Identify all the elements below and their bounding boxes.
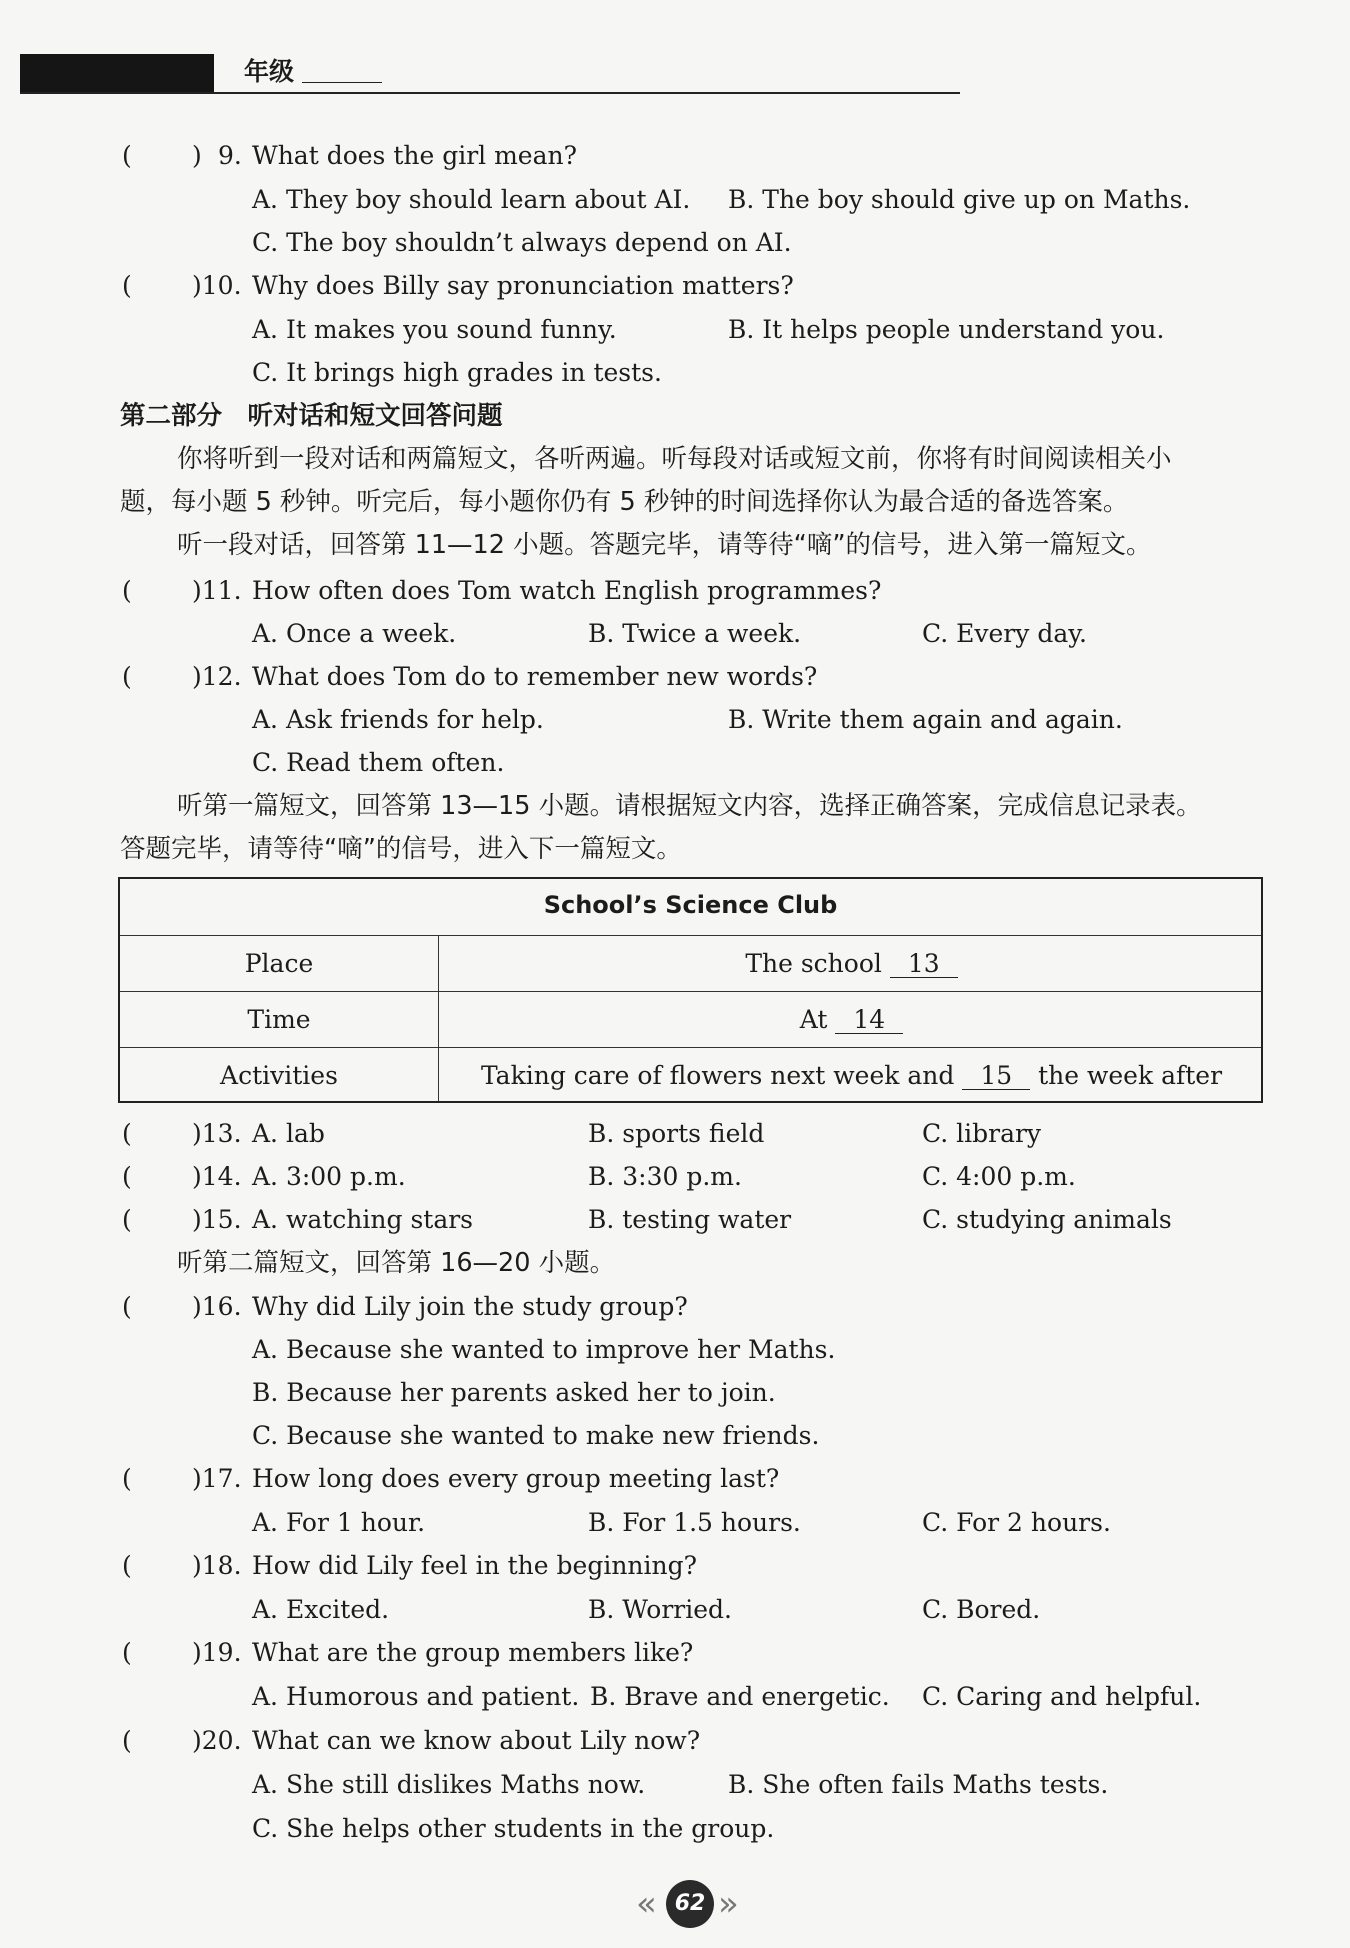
option: B. 3:30 p.m. bbox=[588, 1162, 742, 1191]
answer-paren: ( bbox=[122, 662, 132, 691]
option: C. Read them often. bbox=[252, 748, 505, 777]
answer-paren: ( bbox=[122, 1162, 132, 1191]
answer-paren: ( bbox=[122, 1726, 132, 1755]
answer-blank: 13 bbox=[890, 951, 958, 978]
option: B. It helps people understand you. bbox=[728, 315, 1165, 344]
question-text: Why did Lily join the study group? bbox=[252, 1292, 688, 1321]
instruction-text: 听第一篇短文，回答第 13—15 小题。请根据短文内容，选择正确答案，完成信息记录表。 bbox=[177, 791, 1202, 821]
option: B. She often fails Maths tests. bbox=[728, 1770, 1109, 1799]
option: A. Once a week. bbox=[252, 619, 457, 648]
table-divider bbox=[120, 935, 1261, 936]
option: A. For 1 hour. bbox=[252, 1508, 426, 1537]
table-row-label: Place bbox=[244, 949, 314, 978]
option: C. Caring and helpful. bbox=[922, 1682, 1202, 1711]
question-number: )15. bbox=[192, 1205, 242, 1234]
answer-paren: ( bbox=[122, 1551, 132, 1580]
question-number: 9. bbox=[218, 141, 242, 170]
option: B. Write them again and again. bbox=[728, 705, 1123, 734]
option: B. sports field bbox=[588, 1119, 765, 1148]
table-column-divider bbox=[438, 935, 439, 1101]
question-number: )18. bbox=[192, 1551, 242, 1580]
question-text: What does Tom do to remember new words? bbox=[252, 662, 818, 691]
option: A. Excited. bbox=[252, 1595, 390, 1624]
option: A. watching stars bbox=[252, 1205, 474, 1234]
table-row-value bbox=[440, 1005, 1263, 1034]
question-text: What does the girl mean? bbox=[252, 141, 578, 170]
answer-paren: ( bbox=[122, 141, 132, 170]
answer-blank: 15 bbox=[962, 1063, 1030, 1090]
answer-paren: ( bbox=[122, 1292, 132, 1321]
question-number: )14. bbox=[192, 1162, 242, 1191]
instruction-text: 答题完毕，请等待“嘀”的信号，进入下一篇短文。 bbox=[120, 834, 682, 864]
instruction-text: 听第二篇短文，回答第 16—20 小题。 bbox=[177, 1248, 616, 1278]
table-row-label: Activities bbox=[220, 1061, 338, 1090]
option: A. Because she wanted to improve her Maths. bbox=[252, 1335, 836, 1364]
question-number: )10. bbox=[192, 271, 242, 300]
header-black-bar bbox=[20, 54, 214, 92]
option: B. The boy should give up on Maths. bbox=[728, 185, 1191, 214]
question-text: How did Lily feel in the beginning? bbox=[252, 1551, 698, 1580]
answer-paren: ( bbox=[122, 576, 132, 605]
answer-paren: ( bbox=[122, 271, 132, 300]
table-row-value bbox=[440, 1061, 1263, 1090]
option: C. Because she wanted to make new friends. bbox=[252, 1421, 820, 1450]
answer-paren: ( bbox=[122, 1205, 132, 1234]
table-divider bbox=[120, 991, 1261, 992]
table-cell-text: At bbox=[799, 1005, 828, 1034]
answer-paren: ) bbox=[192, 141, 202, 170]
right-chevron-icon: » bbox=[718, 1884, 739, 1924]
grade-blank bbox=[302, 82, 382, 83]
question-number: )13. bbox=[192, 1119, 242, 1148]
option: C. For 2 hours. bbox=[922, 1508, 1111, 1537]
question-text: Why does Billy say pronunciation matters? bbox=[252, 271, 794, 300]
option: A. 3:00 p.m. bbox=[252, 1162, 406, 1191]
question-number: )17. bbox=[192, 1464, 242, 1493]
option: B. Worried. bbox=[588, 1595, 732, 1624]
info-record-table bbox=[118, 877, 1263, 1103]
option: A. Humorous and patient. bbox=[252, 1682, 580, 1711]
instruction-text: 题，每小题 5 秒钟。听完后，每小题你仍有 5 秒钟的时间选择你认为最合适的备选答案。 bbox=[120, 487, 1129, 517]
table-divider bbox=[120, 1047, 1261, 1048]
option: A. She still dislikes Maths now. bbox=[252, 1770, 646, 1799]
option: C. Bored. bbox=[922, 1595, 1041, 1624]
instruction-text: 听一段对话，回答第 11—12 小题。答题完毕，请等待“嘀”的信号，进入第一篇短文。 bbox=[177, 530, 1152, 560]
option: A. lab bbox=[252, 1119, 325, 1148]
option: B. Brave and energetic. bbox=[590, 1682, 890, 1711]
option: B. testing water bbox=[588, 1205, 792, 1234]
question-number: )19. bbox=[192, 1638, 242, 1667]
option: C. library bbox=[922, 1119, 1042, 1148]
page-number: 62 bbox=[666, 1880, 714, 1928]
left-chevron-icon: « bbox=[636, 1884, 657, 1924]
grade-label: 年级 bbox=[244, 57, 295, 86]
option: A. Ask friends for help. bbox=[252, 705, 544, 734]
option: C. It brings high grades in tests. bbox=[252, 358, 662, 387]
question-number: )12. bbox=[192, 662, 242, 691]
answer-paren: ( bbox=[122, 1119, 132, 1148]
option: C. studying animals bbox=[922, 1205, 1172, 1234]
answer-paren: ( bbox=[122, 1464, 132, 1493]
option: C. 4:00 p.m. bbox=[922, 1162, 1076, 1191]
option: A. It makes you sound funny. bbox=[252, 315, 617, 344]
header-rule bbox=[20, 92, 960, 94]
table-row-value bbox=[440, 949, 1263, 978]
question-number: )11. bbox=[192, 576, 242, 605]
option: C. Every day. bbox=[922, 619, 1087, 648]
option: C. The boy shouldn’t always depend on AI. bbox=[252, 228, 792, 257]
table-cell-text: The school bbox=[745, 949, 882, 978]
section-heading: 第二部分 听对话和短文回答问题 bbox=[120, 401, 503, 431]
question-number: )20. bbox=[192, 1726, 242, 1755]
question-text: What can we know about Lily now? bbox=[252, 1726, 701, 1755]
table-cell-text: the week after bbox=[1038, 1061, 1223, 1090]
question-number: )16. bbox=[192, 1292, 242, 1321]
question-text: How long does every group meeting last? bbox=[252, 1464, 780, 1493]
question-text: How often does Tom watch English programmes? bbox=[252, 576, 882, 605]
option: B. Because her parents asked her to join. bbox=[252, 1378, 776, 1407]
question-text: What are the group members like? bbox=[252, 1638, 694, 1667]
table-cell-text: Taking care of flowers next week and bbox=[480, 1061, 955, 1090]
instruction-text: 你将听到一段对话和两篇短文，各听两遍。听每段对话或短文前，你将有时间阅读相关小 bbox=[177, 444, 1172, 474]
option: C. She helps other students in the group. bbox=[252, 1814, 775, 1843]
option: A. They boy should learn about AI. bbox=[252, 185, 691, 214]
answer-blank: 14 bbox=[835, 1007, 903, 1034]
option: B. For 1.5 hours. bbox=[588, 1508, 801, 1537]
answer-paren: ( bbox=[122, 1638, 132, 1667]
option: B. Twice a week. bbox=[588, 619, 802, 648]
table-title: School’s Science Club bbox=[543, 891, 838, 919]
table-row-label: Time bbox=[247, 1005, 311, 1034]
